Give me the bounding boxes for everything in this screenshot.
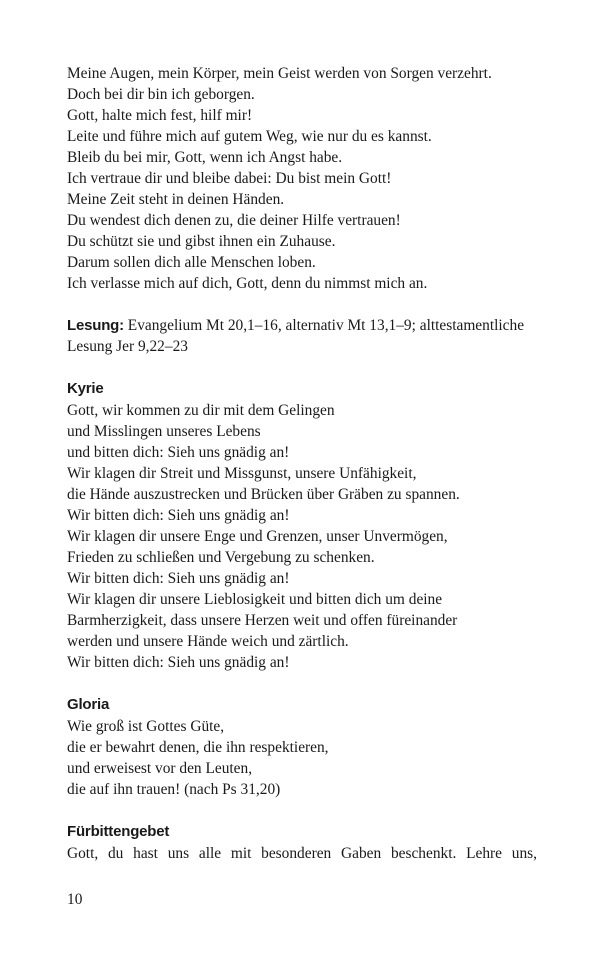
- kyrie-line: Wir bitten dich: Sieh uns gnädig an!: [67, 507, 290, 524]
- fuerbitten-section: [67, 821, 537, 864]
- kyrie-heading: Kyrie: [67, 380, 104, 397]
- psalm-line: Bleib du bei mir, Gott, wenn ich Angst habe.: [67, 149, 343, 166]
- kyrie-section: [67, 378, 537, 673]
- kyrie-line: Barmherzigkeit, dass unsere Herzen weit und offen füreinander: [67, 612, 458, 629]
- gloria-line: die auf ihn trauen! (nach Ps 31,20): [67, 781, 281, 798]
- psalm-line: Doch bei dir bin ich geborgen.: [67, 86, 255, 103]
- gloria-section: [67, 694, 537, 800]
- gloria-line: die er bewahrt denen, die ihn respektieren,: [67, 739, 329, 756]
- psalm-line: Ich vertraue dir und bleibe dabei: Du bist mein Gott!: [67, 170, 392, 187]
- lesung-section: [67, 315, 537, 357]
- kyrie-line: Wir klagen dir Streit und Missgunst, unsere Unfähigkeit,: [67, 465, 417, 482]
- kyrie-line: Wir bitten dich: Sieh uns gnädig an!: [67, 570, 290, 587]
- psalm-line: Du wendest dich denen zu, die deiner Hilfe vertrauen!: [67, 212, 401, 229]
- psalm-line: Meine Zeit steht in deinen Händen.: [67, 191, 285, 208]
- kyrie-line: und Misslingen unseres Lebens: [67, 423, 261, 440]
- kyrie-line: Frieden zu schließen und Vergebung zu schenken.: [67, 549, 375, 566]
- kyrie-line: Wir klagen dir unsere Lieblosigkeit und bitten dich um deine: [67, 591, 443, 608]
- psalm-line: Du schützt sie und gibst ihnen ein Zuhause.: [67, 233, 336, 250]
- kyrie-line: Gott, wir kommen zu dir mit dem Gelingen: [67, 402, 335, 419]
- page-number: 10: [67, 891, 83, 908]
- psalm-line: Leite und führe mich auf gutem Weg, wie nur du es kannst.: [67, 128, 432, 145]
- kyrie-line: Wir bitten dich: Sieh uns gnädig an!: [67, 654, 290, 671]
- page-content: [67, 63, 537, 864]
- lesung-text: Evangelium Mt 20,1–16, alternativ Mt 13,1–9; alttestamentliche: [127, 317, 525, 334]
- psalm-line: Meine Augen, mein Körper, mein Geist werden von Sorgen verzehrt.: [67, 65, 492, 82]
- psalm-line: Ich verlasse mich auf dich, Gott, denn du nimmst mich an.: [67, 275, 428, 292]
- kyrie-line: und bitten dich: Sieh uns gnädig an!: [67, 444, 290, 461]
- lesung-line-2: Lesung Jer 9,22–23: [67, 338, 188, 355]
- fuerbitten-heading: Fürbittengebet: [67, 823, 170, 840]
- gloria-heading: Gloria: [67, 696, 110, 713]
- lesung-line-1: [67, 315, 537, 336]
- kyrie-line: werden und unsere Hände weich und zärtlich.: [67, 633, 349, 650]
- kyrie-line: Wir klagen dir unsere Enge und Grenzen, unser Unvermögen,: [67, 528, 448, 545]
- gloria-line: und erweisest vor den Leuten,: [67, 760, 253, 777]
- psalm-block: [67, 63, 537, 294]
- fuerbitten-line: Gott, du hast uns alle mit besonderen Gaben beschenkt. Lehre uns,: [67, 845, 537, 862]
- psalm-line: Gott, halte mich fest, hilf mir!: [67, 107, 253, 124]
- gloria-line: Wie groß ist Gottes Güte,: [67, 718, 225, 735]
- lesung-label: Lesung:: [67, 317, 124, 334]
- kyrie-line: die Hände auszustrecken und Brücken über Gräben zu spannen.: [67, 486, 460, 503]
- psalm-line: Darum sollen dich alle Menschen loben.: [67, 254, 316, 271]
